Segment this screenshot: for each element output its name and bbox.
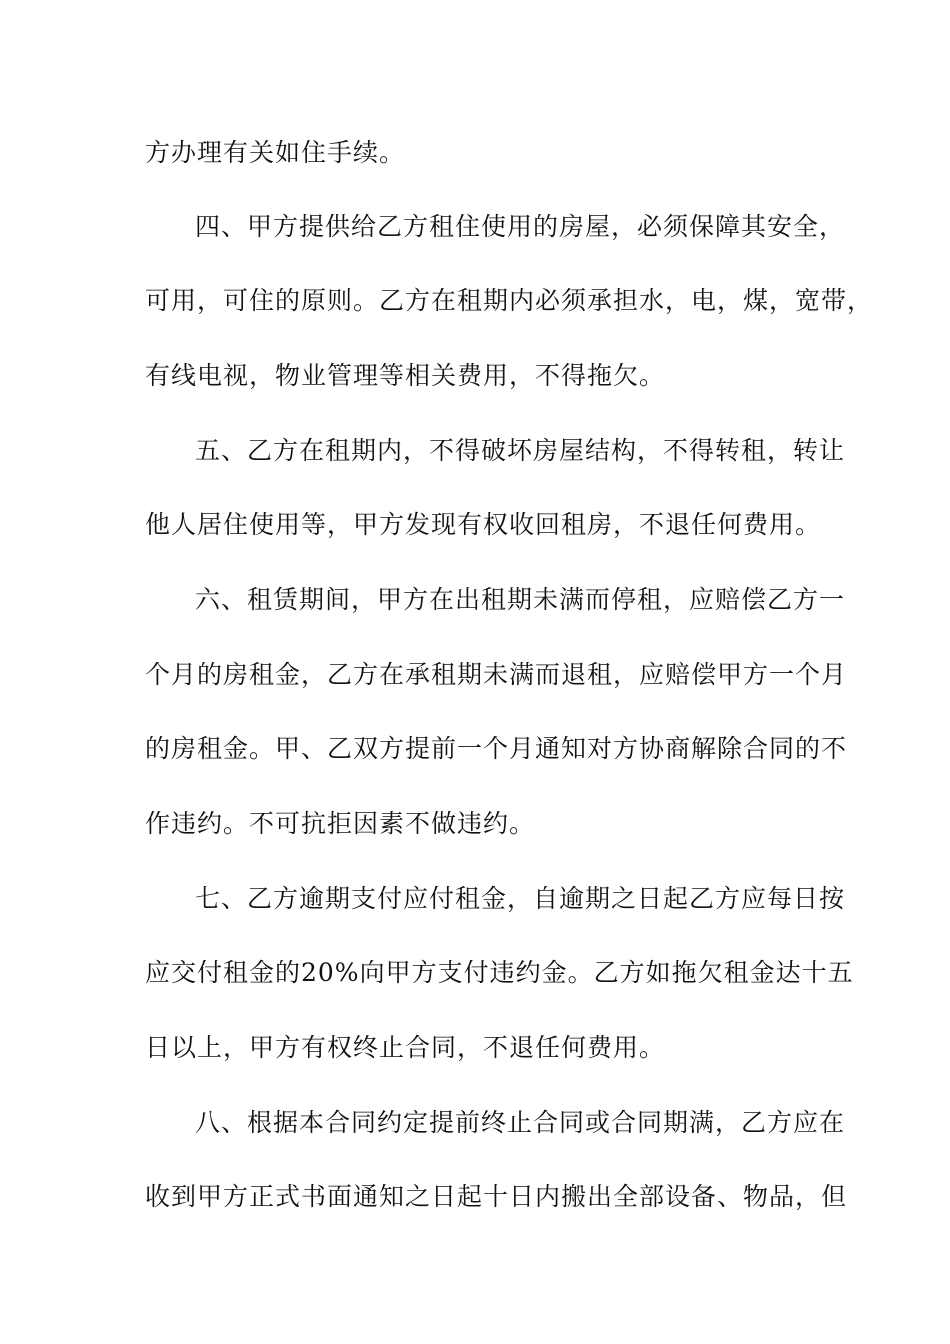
text-line-4: 有线电视，物业管理等相关费用，不得拖欠。	[145, 361, 666, 390]
text-line-12: 应交付租金的20%向甲方支付违约金。乙方如拖欠租金达十五	[145, 958, 854, 987]
text-line-5: 五、乙方在租期内，不得破坏房屋结构，不得转租，转让	[195, 436, 846, 465]
text-line-1: 方办理有关如住手续。	[145, 138, 406, 167]
text-line-7: 六、租赁期间，甲方在出租期未满而停租，应赔偿乙方一	[195, 585, 846, 614]
text-line-6: 他人居住使用等，甲方发现有权收回租房，不退任何费用。	[145, 510, 822, 539]
text-line-9: 的房租金。甲、乙双方提前一个月通知对方协商解除合同的不	[145, 734, 848, 763]
text-line-15: 收到甲方正式书面通知之日起十日内搬出全部设备、物品，但	[145, 1182, 848, 1211]
text-line-3: 可用，可住的原则。乙方在租期内必须承担水，电，煤，宽带，	[145, 286, 874, 315]
text-line-11: 七、乙方逾期支付应付租金，自逾期之日起乙方应每日按	[195, 884, 846, 913]
text-line-14: 八、根据本合同约定提前终止合同或合同期满，乙方应在	[195, 1108, 846, 1137]
text-line-2: 四、甲方提供给乙方租住使用的房屋，必须保障其安全，	[195, 212, 846, 241]
text-line-13: 日以上，甲方有权终止合同，不退任何费用。	[145, 1033, 666, 1062]
text-line-10: 作违约。不可抗拒因素不做违约。	[145, 809, 536, 838]
text-line-8: 个月的房租金，乙方在承租期未满而退租，应赔偿甲方一个月	[145, 660, 848, 689]
